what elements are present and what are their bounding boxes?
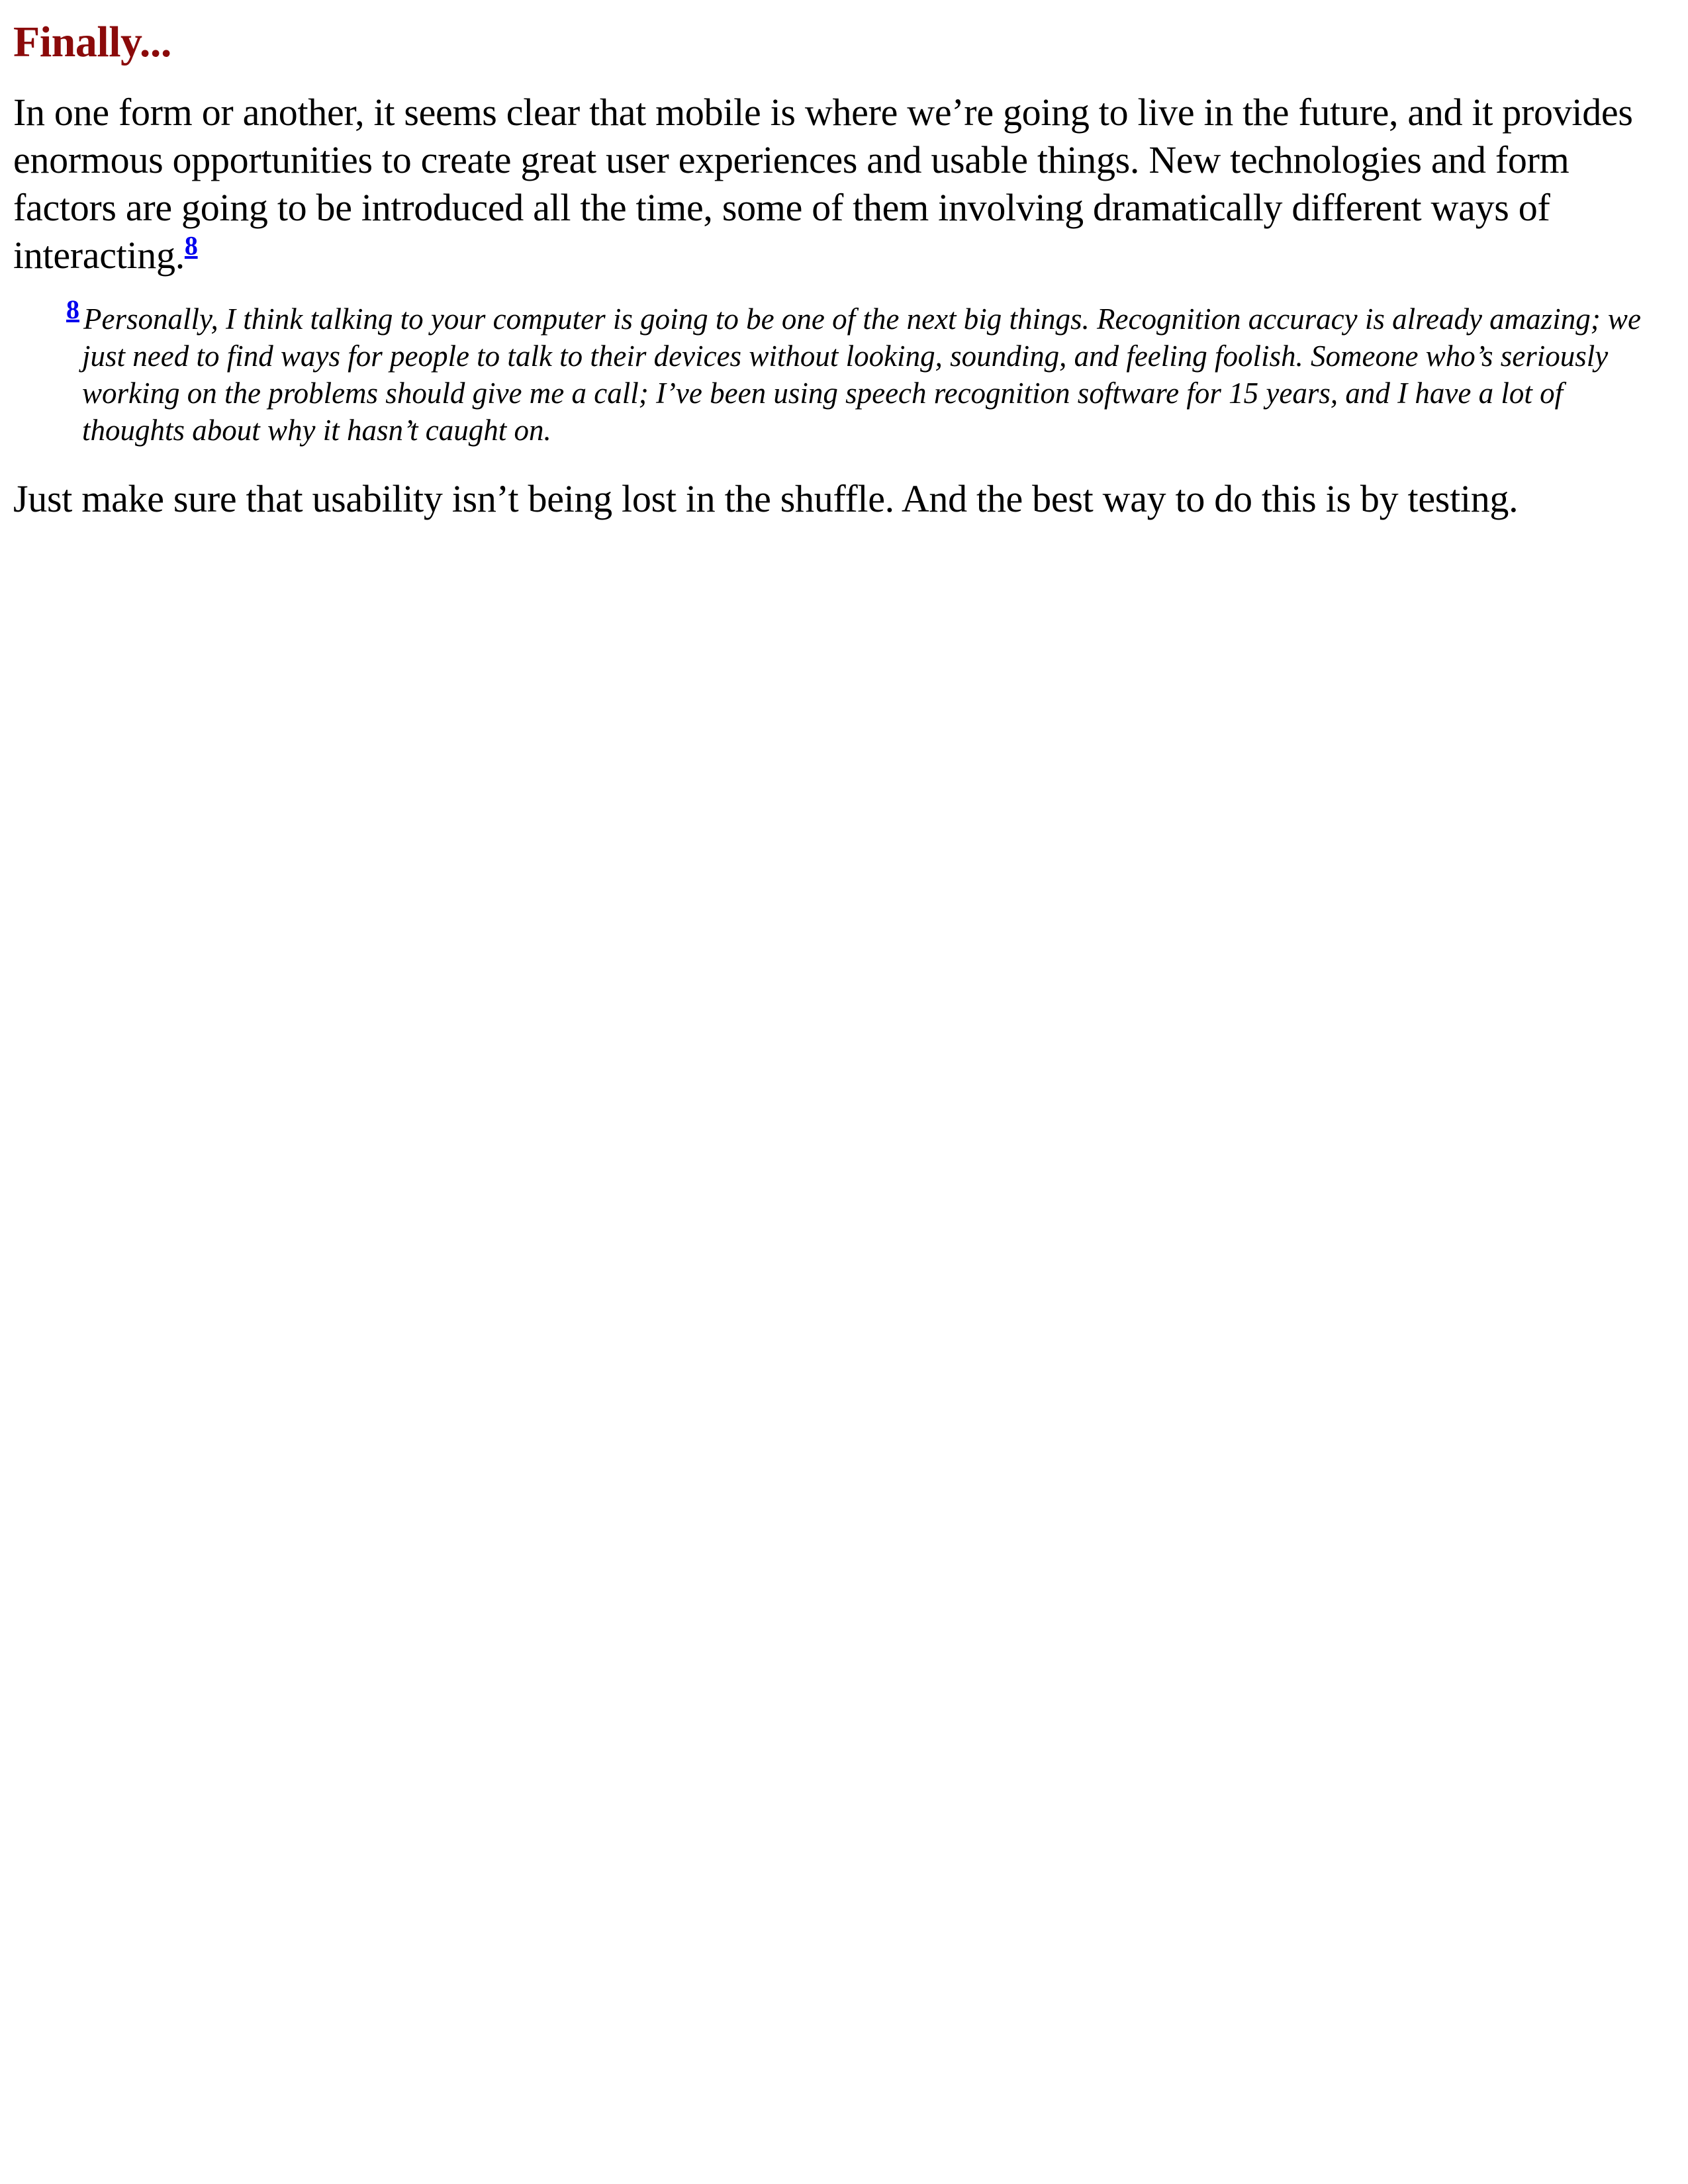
footnote-text: Personally, I think talking to your computer is going to be one of the next big things. Recognition accuracy is already amazing; we just need to find ways for people to talk to their devices without looking, sounding, and feeling foolish. Someone who’s seriously working on the problems should give me a call; I’ve been using speech recognition software for 15 years, and I have a lot of thoughts about why it hasn’t caught on. xyxy=(82,302,1641,447)
footnote xyxy=(13,295,1658,449)
paragraph-text: In one form or another, it seems clear that mobile is where we’re going to live in the future, and it provides enormous opportunities to create great user experiences and usable things. New technologies and form factors are going to be introduced all the time, some of them involving dramatically different ways of interacting. xyxy=(13,91,1633,277)
section-heading: Finally... xyxy=(13,18,171,66)
page-content xyxy=(13,16,1662,523)
footnote-reference-link[interactable]: 8 xyxy=(184,230,198,261)
closing-paragraph: Just make sure that usability isn’t being lost in the shuffle. And the best way to do this is by testing. xyxy=(13,477,1519,520)
footnote-back-link[interactable]: 8 xyxy=(66,295,79,324)
body-paragraph xyxy=(13,89,1662,279)
